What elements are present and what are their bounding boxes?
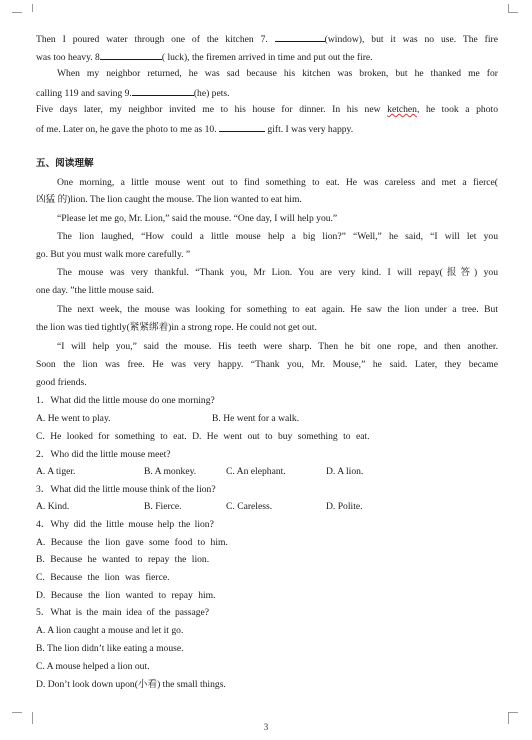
story-line-3: When my neighbor returned, he was sad because his kitchen was broken, but he thanked me for [57, 68, 498, 79]
option-c[interactable]: C. Because the lion was fierce. [36, 572, 170, 583]
question-5: 5．What is the main idea of the passage? [36, 607, 210, 618]
crop-mark-bottom-right-h [508, 712, 518, 713]
question-3: 3．What did the little mouse think of the lion? [36, 484, 216, 495]
passage-line: good friends. [36, 377, 87, 388]
passage-line: one day. ”the little mouse said. [36, 285, 154, 296]
section-title: 五、阅读理解 [36, 158, 94, 169]
story-line-1: Then I poured water through one of the kitchen 7. (window), but it was no use. The fire [36, 34, 498, 45]
story-line-4: calling 119 and saving 9. (he) pets. [36, 88, 230, 99]
passage-line: go. But you must walk more carefully. ” [36, 249, 191, 260]
option-d[interactable]: D. Polite. [326, 501, 363, 512]
option-b[interactable]: B. Because he wanted to repay the lion. [36, 554, 210, 565]
page-number: 3 [263, 722, 269, 732]
crop-mark-top-right [508, 4, 519, 12]
crop-mark-top-left [22, 4, 33, 12]
passage-line: The next week, the mouse was looking for something to eat again. He saw the lion under a tree. But [57, 304, 498, 315]
option-b[interactable]: B. Fierce. [144, 501, 182, 512]
option-c[interactable]: C. An elephant. [226, 466, 286, 477]
passage-line: the lion was tied tightly(紧紧绑着)in a strong rope. He could not get out. [36, 322, 317, 333]
passage-line: “I will help you,” said the mouse. His teeth were sharp. Then he bit one rope, and then another. [57, 341, 498, 352]
story-line-5: Five days later, my neighbor invited me to his house for dinner. In his new ketchen, he took a photo [36, 104, 498, 115]
passage-line: The lion laughed, “How could a little mouse help a big lion?” “Well,” he said, “I will let you [57, 231, 498, 242]
passage-line: One morning, a little mouse went out to find something to eat. He was careless and met a fierce( [57, 177, 498, 188]
option-c[interactable]: C. Careless. [226, 501, 273, 512]
blank-10[interactable] [219, 122, 265, 132]
option-b[interactable]: B. The lion didn’t like eating a mouse. [36, 643, 184, 654]
question-4: 4．Why did the little mouse help the lion? [36, 519, 214, 530]
option-b[interactable]: B. He went for a walk. [212, 413, 300, 424]
question-3-options [36, 501, 498, 513]
crop-mark-bottom-left-h [12, 712, 22, 713]
story-line-2: was too heavy. 8 ( luck), the firemen arrived in time and put out the fire. [36, 52, 373, 63]
option-a[interactable]: A. He went to play. [36, 413, 111, 424]
question-1-options-ab [36, 413, 498, 425]
option-d[interactable]: D. Don’t look down upon(小看) the small things. [36, 679, 226, 690]
passage-line: 凶猛 的)lion. The lion caught the mouse. The lion wanted to eat him. [36, 194, 302, 205]
question-1: 1．What did the little mouse do one morning? [36, 395, 215, 406]
option-a[interactable]: A. A tiger. [36, 466, 76, 477]
passage-line: “Please let me go, Mr. Lion,” said the mouse. “One day, I will help you.” [57, 213, 338, 224]
option-a[interactable]: A. Kind. [36, 501, 70, 512]
passage-line: Soon the lion was free. He was very happy. “Thank you, Mr. Mouse,” he said. Later, they became [36, 359, 498, 370]
crop-mark-top-right-h [508, 12, 518, 13]
misspelled-word: ketchen [387, 104, 417, 115]
blank-8[interactable] [100, 50, 162, 60]
option-d[interactable]: D. A lion. [326, 466, 364, 477]
question-2: 2．Who did the little mouse meet? [36, 449, 171, 460]
blank-9[interactable] [132, 86, 194, 96]
blank-7[interactable] [275, 32, 325, 42]
option-d[interactable]: D. Because the lion wanted to repay him. [36, 590, 216, 601]
option-c[interactable]: C. A mouse helped a lion out. [36, 661, 150, 672]
story-line-6: of me. Later on, he gave the photo to me as 10. gift. I was very happy. [36, 124, 354, 135]
option-a[interactable]: A. Because the lion gave some food to him. [36, 537, 228, 548]
crop-mark-top-left-h [12, 12, 22, 13]
question-1-options-cd[interactable]: C. He looked for something to eat. D. He went out to buy something to eat. [36, 431, 370, 442]
passage-line: The mouse was very thankful. “Thank you, Mr Lion. You are very kind. I will repay(报答) you [57, 267, 498, 278]
option-a[interactable]: A. A lion caught a mouse and let it go. [36, 625, 184, 636]
option-b[interactable]: B. A monkey. [144, 466, 197, 477]
question-2-options [36, 466, 498, 478]
